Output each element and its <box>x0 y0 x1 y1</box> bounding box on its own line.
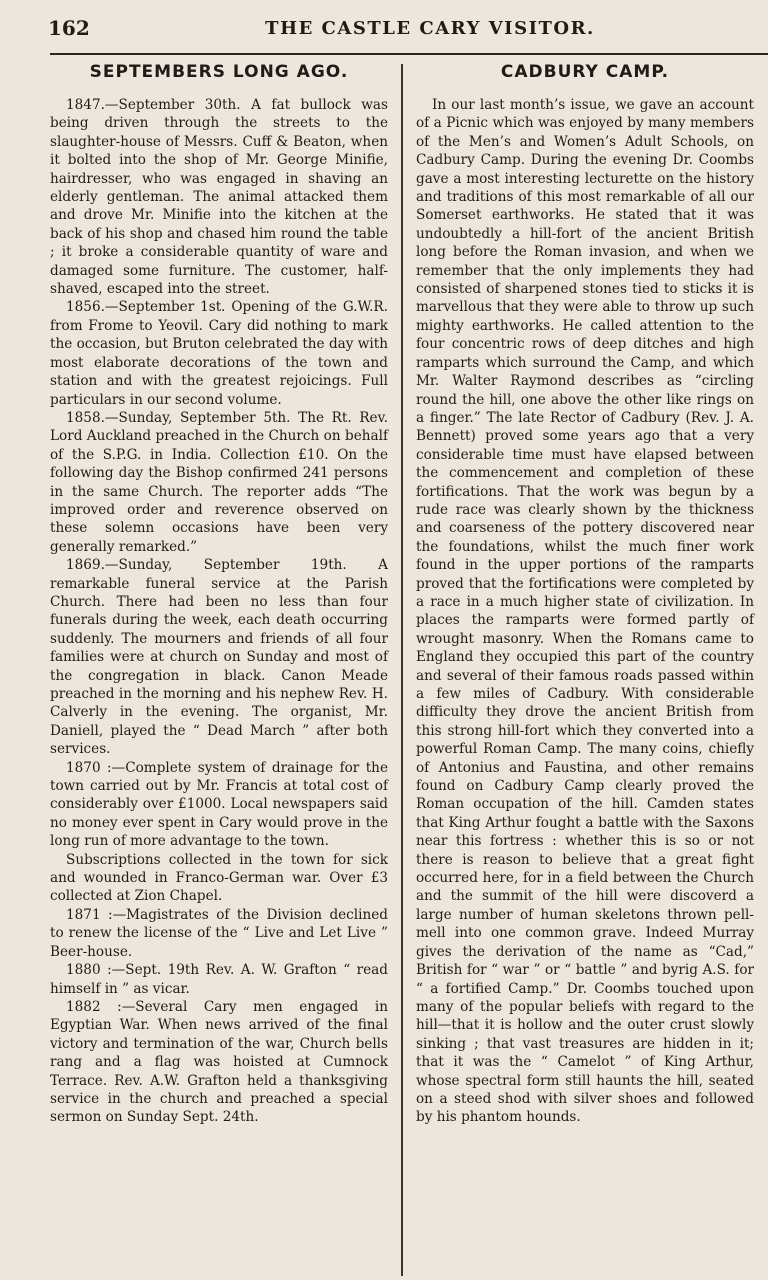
article-paragraph: 1870 :—Complete system of drainage for the town carried out by Mr. Francis at total cost of considerably over £1000. Local newspapers said no money ever spent in Cary would prove in the long run of more advantage to the town. <box>50 759 388 850</box>
left-column <box>50 62 388 1127</box>
article-paragraph: 1882 :—Several Cary men engaged in Egyptian War. When news arrived of the final victory and termination of the war, Church bells rang and a flag was hoisted at Cumnock Terrace. Rev. A.W. Grafton held a thanksgiving service in the church and preached a special sermon on Sunday Sept. 24th. <box>50 998 388 1126</box>
article-title-cadbury: CADBURY CAMP. <box>500 62 670 82</box>
page-header <box>0 12 768 46</box>
article-paragraph: 1856.—September 1st. Opening of the G.W.R. from Frome to Yeovil. Cary did nothing to mark the occasion, but Bruton celebrated the day with most elaborate decorations of the town and station and with the greatest rejoicings. Full particulars in our second volume. <box>50 299 388 408</box>
article-title-septembers: SEPTEMBERS LONG AGO. <box>89 62 349 82</box>
article-paragraph: 1858.—Sunday, September 5th. The Rt. Rev. Lord Auckland preached in the Church on behalf of the S.P.G. in India. Collection £10. On the following day the Bishop confirmed 241 persons in the same Church. The reporter adds “The improved order and reverence observed on these solemn occasions have been very generally remarked.” <box>50 409 388 555</box>
column-divider <box>401 64 403 1276</box>
article-paragraph: 1847.—September 30th. A fat bullock was being driven through the streets to the slaughter-house of Messrs. Cuff & Beaton, when it bolted into the shop of Mr. George Minifie, hairdresser, who was engaged in shaving an elderly gentleman. The animal attacked them and drove Mr. Minifie into the kitchen at the back of his shop and chased him round the table ; it broke a considerable quantity of ware and damaged some furniture. The customer, half-shaved, escaped into the street. <box>50 97 388 298</box>
running-title: THE CASTLE CARY VISITOR. <box>265 18 595 39</box>
right-column <box>416 62 754 1127</box>
article-paragraph: 1871 :—Magistrates of the Division declined to renew the license of the “ Live and Let Live ” Beer-house. <box>50 906 388 960</box>
article-paragraph: Subscriptions collected in the town for sick and wounded in Franco-German war. Over £3 collected at Zion Chapel. <box>50 851 388 905</box>
header-rule <box>50 53 768 55</box>
article-paragraph: 1880 :—Sept. 19th Rev. A. W. Grafton “ read himself in ” as vicar. <box>50 962 388 997</box>
article-paragraph: In our last month’s issue, we gave an account of a Picnic which was enjoyed by many members of the Men’s and Women’s Adult Schools, on Cadbury Camp. During the evening Dr. Coombs gave a most interesting lecturette on the history and traditions of this most remarkable of all our Somerset earthworks. He stated that it was undoubtedly a hill-fort of the ancient British long before the Roman invasion, and when we remember that the only implements they had consisted of sharpened stones tied to sticks it is marvellous that they were able to throw up such mighty earthworks. He called attention to the four concentric rows of deep ditches and high ramparts which surround the Camp, and which Mr. Walter Raymond describes as “circling round the hill, one above the other like rings on a finger.” The late Rector of Cadbury (Rev. J. A. Bennett) proved some years ago that a very considerable time must have elapsed between the commencement and completion of these fortifications. That the work was begun by a rude race was clearly shown by the thickness and coarseness of the pottery discovered near the foundations, whilst the much finer work found in the upper portions of the ramparts proved that the fortifications were completed by a race in a much higher state of civilization. In places the ramparts were formed partly of wrought masonry. When the Romans came to England they occupied this part of the country and several of their famous roads passed within a few miles of Cadbury. With considerable difficulty they drove the ancient British from this strong hill-fort which they converted into a powerful Roman Camp. The many coins, chiefly of Antonius and Faustina, and other remains found on Cadbury Camp clearly proved the Roman occupation of the hill. Camden states that King Arthur fought a battle with the Saxons near this fortress : whether this is so or not there is reason to believe that a great fight occurred here, for in a field between the Church and the summit of the hill were discoverd a large number of human skeletons thrown pell-mell into one common grave. Indeed Murray gives the derivation of the name as “Cad,” British for “ war ” or “ battle ” and byrig A.S. for “ a fortified Camp.” Dr. Coombs touched upon many of the popular beliefs with regard to the hill—that it is hollow and the outer crust slowly sinking ; that vast treasures are hidden in it; that it was the “ Camelot ” of King Arthur, whose spectral form still haunts the hill, seated on a steed shod with silver shoes and followed by his phantom hounds. <box>416 97 754 1126</box>
page-number: 162 <box>48 16 90 40</box>
article-paragraph: 1869.—Sunday, September 19th. A remarkable funeral service at the Parish Church. There had been no less than four funerals during the week, each death occurring suddenly. The mourners and friends of all four families were at church on Sunday and most of the congregation in black. Canon Meade preached in the morning and his nephew Rev. H. Calverly in the evening. The organist, Mr. Daniell, played the “ Dead March ” after both services. <box>50 557 388 758</box>
